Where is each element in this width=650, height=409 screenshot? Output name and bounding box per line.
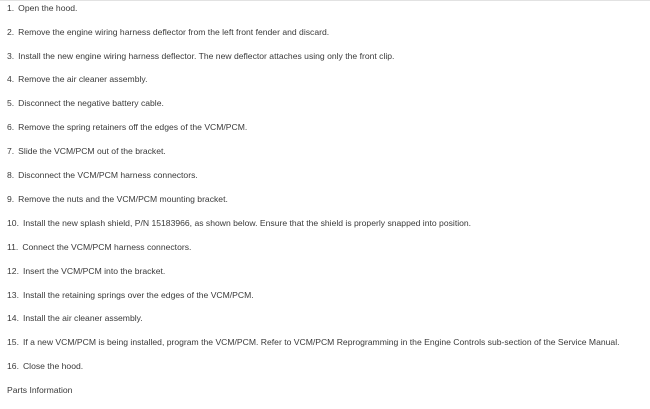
step-item-4: [7, 72, 147, 86]
step-text: Install the retaining springs over the edges of the VCM/PCM.: [22, 290, 254, 300]
step-number: 16 .: [7, 359, 19, 373]
step-number: 11 .: [7, 240, 18, 254]
parts-information-heading: Parts Information: [7, 385, 73, 395]
step-item-10: [7, 216, 471, 230]
step-number: 3 .: [7, 49, 14, 63]
step-item-16: [7, 359, 83, 373]
step-text: Insert the VCM/PCM into the bracket.: [22, 266, 166, 276]
step-number: 2 .: [7, 25, 14, 39]
step-number: 14 .: [7, 311, 19, 325]
step-number: 8 .: [7, 168, 14, 182]
step-text: Remove the air cleaner assembly.: [18, 74, 148, 84]
step-number: 12 .: [7, 264, 19, 278]
step-number: 6 .: [7, 120, 14, 134]
step-number: 15 .: [7, 335, 19, 349]
step-text: Install the new splash shield, P/N 15183966, as shown below. Ensure that the shield is properly snapped into position.: [22, 218, 472, 228]
step-text: Disconnect the VCM/PCM harness connectors.: [18, 170, 198, 180]
step-text: Install the new engine wiring harness deflector. The new deflector attaches using only the front clip.: [18, 51, 395, 61]
step-text: Slide the VCM/PCM out of the bracket.: [18, 146, 166, 156]
step-text: Install the air cleaner assembly.: [22, 313, 143, 323]
step-item-6: [7, 120, 247, 134]
step-number: 4 .: [7, 72, 14, 86]
step-text: Remove the nuts and the VCM/PCM mounting bracket.: [18, 194, 228, 204]
step-item-14: [7, 311, 143, 325]
step-number: 13 .: [7, 288, 19, 302]
step-item-7: [7, 144, 166, 158]
step-item-13: [7, 288, 254, 302]
step-item-15: [7, 335, 620, 349]
step-item-9: [7, 192, 228, 206]
step-number: 5 .: [7, 96, 14, 110]
step-item-3: [7, 49, 394, 63]
step-number: 10 .: [7, 216, 19, 230]
step-item-2: [7, 25, 329, 39]
step-text: Remove the spring retainers off the edges of the VCM/PCM.: [18, 122, 248, 132]
step-item-12: [7, 264, 165, 278]
step-item-5: [7, 96, 164, 110]
top-divider: [0, 0, 650, 1]
step-text: Open the hood.: [18, 3, 78, 13]
step-item-11: [7, 240, 191, 254]
step-item-8: [7, 168, 198, 182]
step-number: 9 .: [7, 192, 14, 206]
step-number: 7 .: [7, 144, 14, 158]
step-text: Remove the engine wiring harness deflector from the left front fender and discard.: [18, 27, 330, 37]
step-item-1: [7, 1, 77, 15]
step-text: Disconnect the negative battery cable.: [18, 98, 164, 108]
step-text: If a new VCM/PCM is being installed, program the VCM/PCM. Refer to VCM/PCM Reprogramming in the Engine Controls sub-section of the Service Manual.: [22, 337, 620, 347]
step-text: Connect the VCM/PCM harness connectors.: [22, 242, 192, 252]
step-number: 1 .: [7, 1, 14, 15]
step-text: Close the hood.: [22, 361, 84, 371]
